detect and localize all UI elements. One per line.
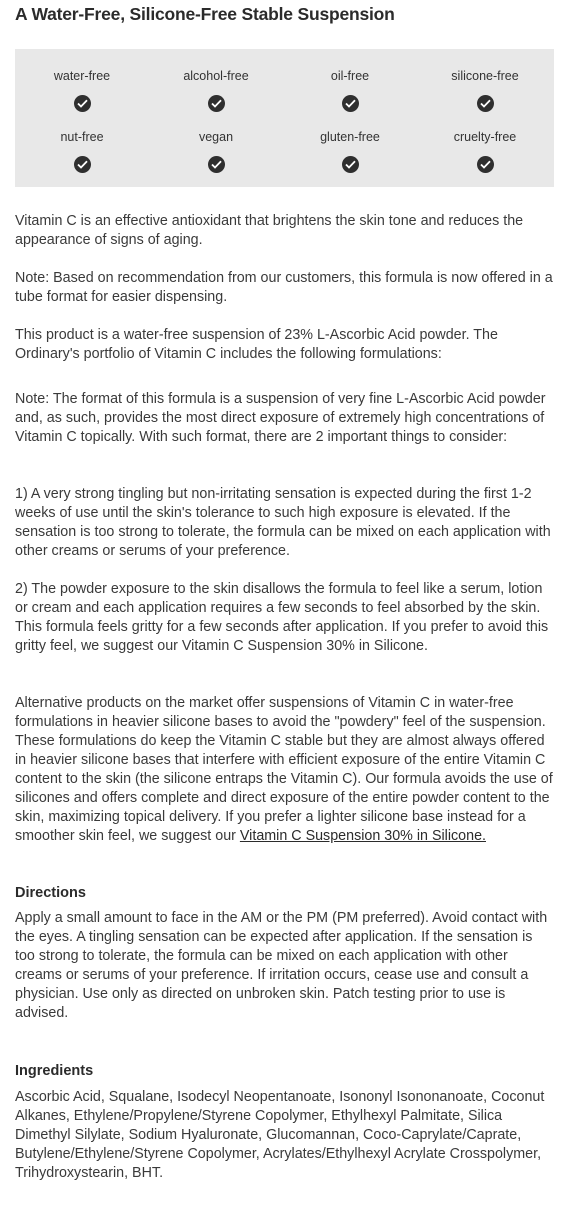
attribute-alcohol-free: [149, 68, 283, 112]
directions-text: Apply a small amount to face in the AM or the PM (PM preferred). Avoid contact with the eyes. A tingling sensation can be expected after application. If the sensation is too strong to tolerate, the formula can be mixed on each application with other creams or serums of your preference. If irritation occurs, cease use and consult a physician. Use only as directed on unbroken skin. Patch testing prior to use is advised.: [15, 910, 548, 1021]
alternatives-paragraph: [15, 694, 555, 846]
attribute-oil-free: [283, 68, 417, 112]
ingredients-text: Ascorbic Acid, Squalane, Isodecyl Neopentanoate, Isononyl Isononanoate, Coconut Alkanes, Ethylene/Propylene/Styrene Copolymer, Ethylhexyl Palmitate, Silica Dimethyl Silylate, Sodium Hyaluronate, Glucomannan, Coco-Caprylate/Caprate, Butylene/Ethylene/Styrene Copolymer, Acrylates/Ethylhexyl Acrylate Crosspolymer, Trihydroxystearin, BHT.: [15, 1089, 545, 1181]
check-circle-icon: [74, 95, 91, 112]
check-circle-icon: [477, 95, 494, 112]
check-circle-icon: [342, 156, 359, 173]
attribute-label: gluten-free: [320, 130, 380, 144]
attribute-label: water-free: [53, 69, 111, 83]
check-circle-icon: [477, 156, 494, 173]
description-paragraph: Vitamin C is an effective antioxidant that brightens the skin tone and reduces the appearance of signs of aging.: [15, 213, 524, 248]
attribute-label: nut-free: [60, 130, 104, 144]
consideration-paragraph: 2) The powder exposure to the skin disallows the formula to feel like a serum, lotion or cream and each application requires a few seconds to feel absorbed by the skin. This formula feels gritty for a few seconds after application. If you prefer to avoid this gritty feel, we suggest our Vitamin C Suspension 30% in Silicone.: [15, 581, 549, 654]
page-title: A Water-Free, Silicone-Free Stable Suspension: [15, 4, 395, 24]
check-circle-icon: [342, 95, 359, 112]
attribute-cruelty-free: [418, 129, 552, 173]
note-paragraph: Note: The format of this formula is a suspension of very fine L-Ascorbic Acid powder and, as such, provides the most direct exposure of extremely high concentrations of Vitamin C topically. With such format, there are 2 important things to consider:: [15, 391, 546, 445]
attribute-label: vegan: [198, 130, 234, 144]
vitamin-c-suspension-link[interactable]: Vitamin C Suspension 30% in Silicone.: [239, 828, 486, 844]
attribute-nut-free: [15, 129, 149, 173]
note-paragraph: Note: Based on recommendation from our customers, this formula is now offered in a tube format for easier dispensing.: [15, 270, 553, 305]
attribute-label: oil-free: [330, 69, 370, 83]
attribute-label: alcohol-free: [183, 69, 249, 83]
ingredients-heading: Ingredients: [15, 1063, 94, 1079]
check-circle-icon: [208, 95, 225, 112]
check-circle-icon: [74, 156, 91, 173]
attribute-gluten-free: [283, 129, 417, 173]
consideration-paragraph: 1) A very strong tingling but non-irritating sensation is expected during the first 1-2 weeks of use until the skin's tolerance to such high exposure is elevated. If the sensation is too strong to tolerate, the formula can be mixed on each application with other creams or serums of your preference.: [15, 486, 551, 559]
description-paragraph: This product is a water-free suspension of 23% L-Ascorbic Acid powder. The Ordinary's portfolio of Vitamin C includes the following formulations:: [15, 327, 498, 362]
attribute-silicone-free: [418, 68, 552, 112]
attribute-vegan: [149, 129, 283, 173]
attribute-label: silicone-free: [451, 69, 519, 83]
attribute-water-free: [15, 68, 149, 112]
alternatives-text: Alternative products on the market offer suspensions of Vitamin C in water-free formulations in heavier silicone bases to avoid the "powdery" feel of the suspension. These formulations do keep the Vitamin C stable but they are almost always offered in heavier silicone bases that interfere with efficient exposure of the entire Vitamin C content to the skin (the silicone entraps the Vitamin C). Our formula avoids the use of silicones and offers complete and direct exposure of the entire powder content to the skin, maximizing topical delivery. If you prefer a lighter silicone base instead for a smoother skin feel, we suggest our: [15, 695, 553, 844]
attribute-label: cruelty-free: [453, 130, 517, 144]
check-circle-icon: [208, 156, 225, 173]
directions-heading: Directions: [15, 885, 86, 901]
attributes-panel: [15, 49, 554, 187]
